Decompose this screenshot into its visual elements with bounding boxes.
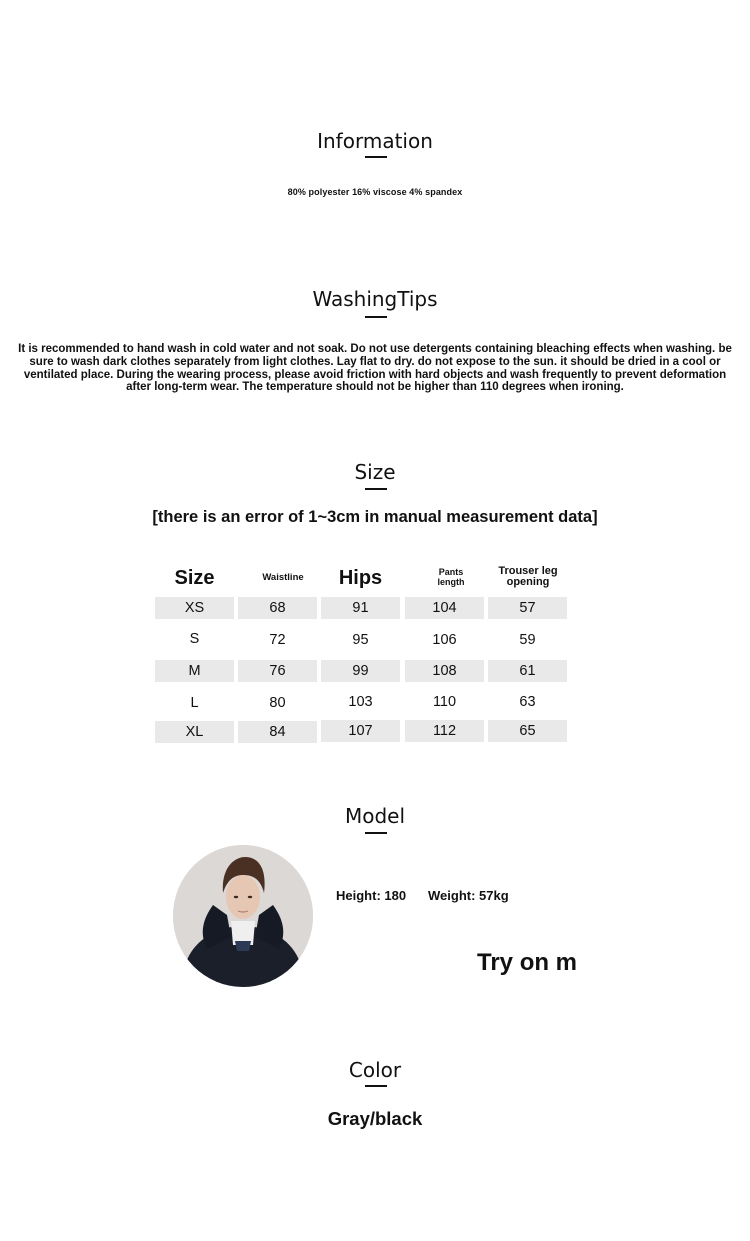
hips-cell: 95 bbox=[352, 632, 369, 648]
model-title-underline bbox=[365, 832, 387, 834]
fabric-composition: 80% polyester 16% viscose 4% spandex bbox=[287, 187, 463, 197]
model-title: Model bbox=[344, 804, 406, 828]
leg-opening-cell: 57 bbox=[488, 597, 567, 619]
leg-opening-cell: 61 bbox=[488, 660, 567, 682]
pants-length-cell: 104 bbox=[405, 597, 484, 619]
size-title: Size bbox=[354, 460, 396, 484]
size-cell: L bbox=[190, 695, 199, 711]
model-illustration bbox=[173, 845, 313, 987]
hips-cell: 91 bbox=[321, 597, 400, 619]
pants-length-cell: 110 bbox=[432, 694, 457, 710]
size-header-trouser-leg-opening: Trouser leg opening bbox=[498, 565, 558, 588]
information-title-underline bbox=[365, 156, 387, 158]
size-title-underline bbox=[365, 488, 387, 490]
model-photo bbox=[173, 845, 313, 987]
washing-tips-title-underline bbox=[365, 316, 387, 318]
color-value: Gray/black bbox=[327, 1108, 423, 1129]
leg-opening-cell: 63 bbox=[519, 694, 536, 710]
model-weight: Weight: 57kg bbox=[428, 888, 509, 903]
size-header-size: Size bbox=[174, 567, 215, 589]
hips-cell: 107 bbox=[321, 720, 400, 742]
size-header-waistline: Waistline bbox=[262, 572, 304, 583]
information-title: Information bbox=[317, 129, 433, 153]
waistline-cell: 68 bbox=[238, 597, 317, 619]
waistline-cell: 84 bbox=[238, 721, 317, 743]
washing-tips-text: It is recommended to hand wash in cold water and not soak. Do not use detergents containing bleaching effects when washing. be sure to wash dark clothes separately from light clothes. Lay flat to dry. do not expose to the sun. it should be dried in a cool or ventilated place. During the wearing process, please avoid friction with hard objects and wash frequently to prevent deformation after long-term wear. The temperature should not be higher than 110 degrees when ironing. bbox=[18, 343, 732, 394]
size-cell: M bbox=[155, 660, 234, 682]
size-cell: S bbox=[189, 631, 200, 647]
waistline-cell: 80 bbox=[269, 695, 286, 711]
measurement-error-note: [there is an error of 1~3cm in manual measurement data] bbox=[152, 508, 598, 526]
hips-cell: 99 bbox=[321, 660, 400, 682]
leg-opening-cell: 65 bbox=[488, 720, 567, 742]
color-title-underline bbox=[365, 1085, 387, 1087]
washing-tips-title: WashingTips bbox=[312, 287, 438, 311]
size-cell: XS bbox=[155, 597, 234, 619]
pants-length-cell: 106 bbox=[432, 632, 457, 648]
hips-cell: 103 bbox=[348, 694, 373, 710]
model-height: Height: 180 bbox=[336, 888, 407, 903]
pants-length-cell: 112 bbox=[405, 720, 484, 742]
size-header-pants-length: Pants length bbox=[437, 567, 465, 587]
leg-opening-cell: 59 bbox=[519, 632, 536, 648]
size-cell: XL bbox=[155, 721, 234, 743]
try-on-text: Try on m bbox=[477, 949, 578, 976]
pants-length-cell: 108 bbox=[405, 660, 484, 682]
size-header-hips: Hips bbox=[338, 567, 383, 589]
waistline-cell: 76 bbox=[238, 660, 317, 682]
color-title: Color bbox=[348, 1058, 402, 1082]
waistline-cell: 72 bbox=[269, 632, 286, 648]
